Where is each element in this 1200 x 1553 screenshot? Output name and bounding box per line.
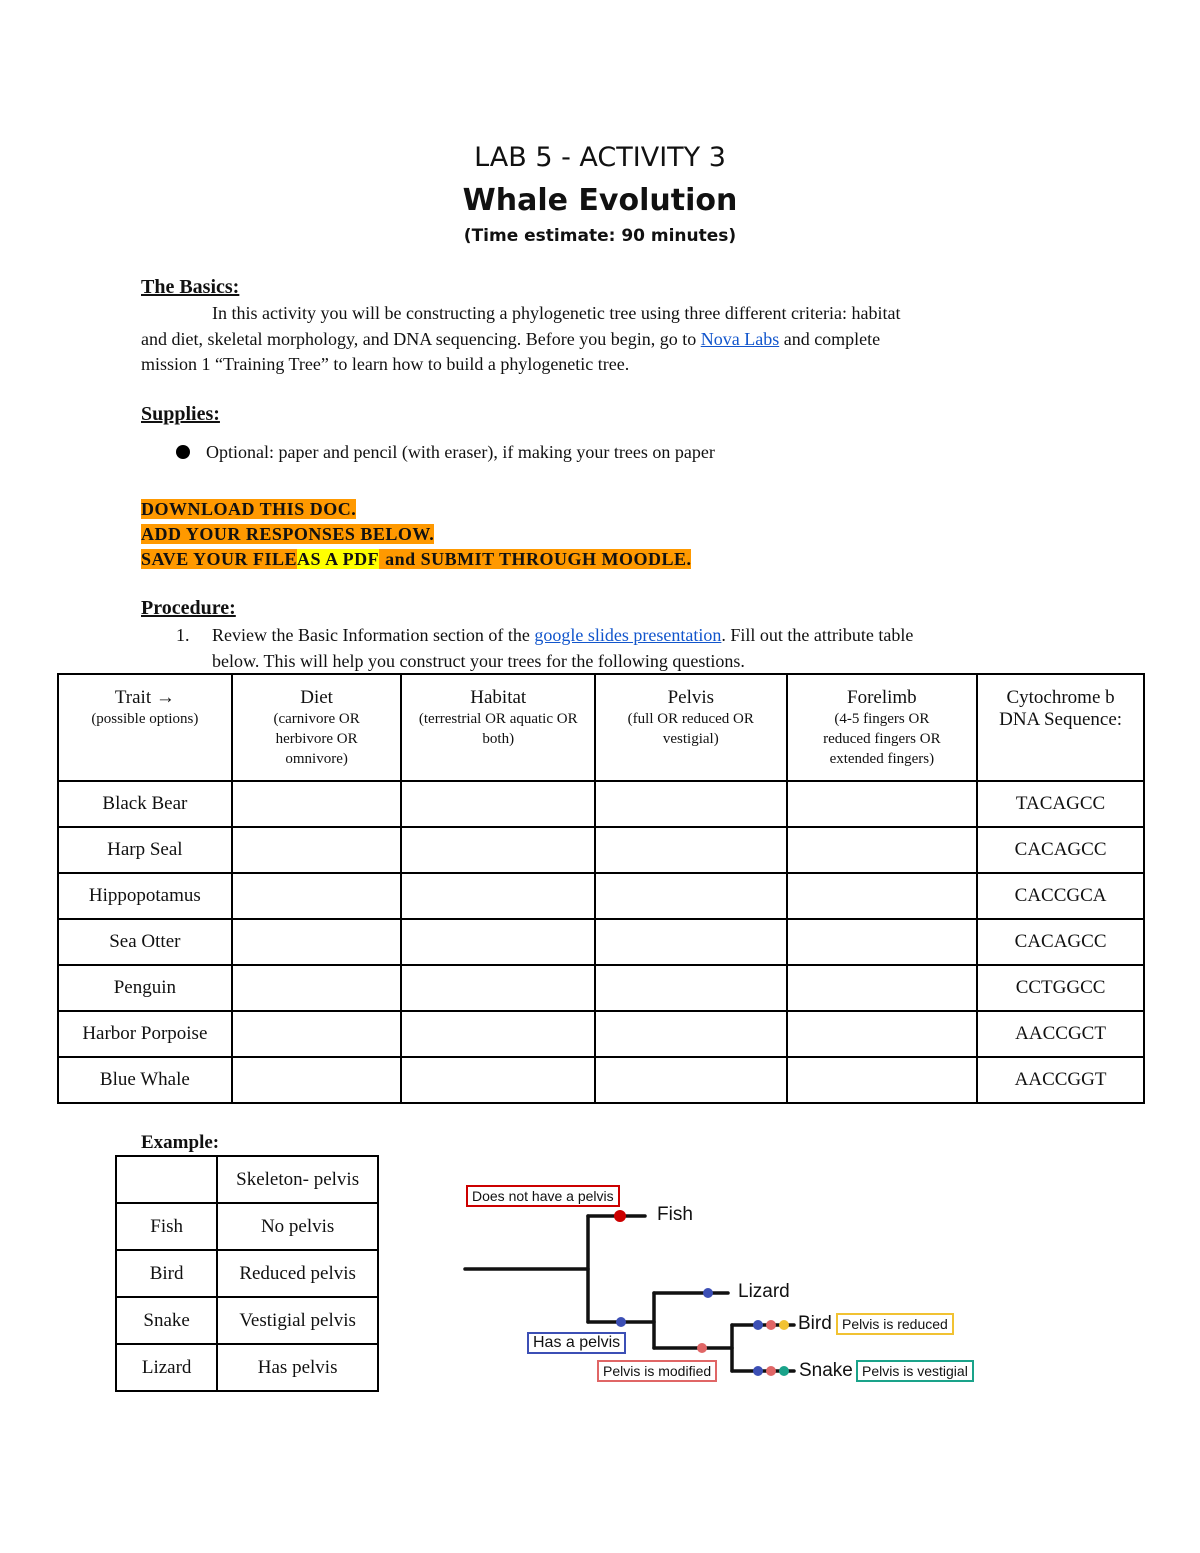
time-estimate: (Time estimate: 90 minutes) [463,226,737,246]
table-header-row [58,674,1144,781]
example-table [115,1155,379,1392]
habitat-cell[interactable] [401,1057,595,1103]
forelimb-cell[interactable] [787,1011,978,1057]
header-diet: Diet (carnivore OR herbivore OR omnivore) [232,674,402,781]
procedure-step-1 [176,623,1076,674]
diet-cell[interactable] [232,1057,402,1103]
animal-name: Hippopotamus [58,873,232,919]
habitat-cell[interactable] [401,919,595,965]
header-habitat: Habitat (terrestrial OR aquatic OR both) [401,674,595,781]
taxon-lizard: Lizard [738,1281,790,1302]
example-animal: Fish [116,1203,217,1250]
diet-cell[interactable] [232,873,402,919]
header-forelimb: Forelimb (4-5 fingers OR reduced fingers OR extended fingers) [787,674,978,781]
habitat-cell[interactable] [401,781,595,827]
instruction-line-3b: AS A PDF [297,549,380,569]
dna-sequence: CACAGCC [977,919,1144,965]
basics-line-2 [141,327,1061,353]
snake-marker-teal [779,1366,789,1376]
procedure-text-b: . Fill out the attribute table [721,625,914,645]
dna-sequence: CCTGGCC [977,965,1144,1011]
taxon-bird: Bird [798,1313,832,1334]
taxon-snake: Snake [799,1360,853,1381]
supplies-item-text: Optional: paper and pencil (with eraser), if making your trees on paper [206,442,715,462]
forelimb-cell[interactable] [787,965,978,1011]
habitat-cell[interactable] [401,827,595,873]
instruction-line-3c: and SUBMIT THROUGH MOODLE. [379,549,691,569]
example-header-row [116,1156,378,1203]
instruction-line-1: DOWNLOAD THIS DOC. [141,499,357,519]
dna-sequence: AACCGGT [977,1057,1144,1103]
lab-label: LAB 5 - ACTIVITY 3 [474,142,726,173]
diet-cell[interactable] [232,827,402,873]
note-no-pelvis: Does not have a pelvis [466,1185,620,1207]
example-trait: Vestigial pelvis [217,1297,378,1344]
animal-name: Black Bear [58,781,232,827]
pelvis-cell[interactable] [595,1057,787,1103]
basics-text-b: and diet, skeletal morphology, and DNA sequencing. Before you begin, go to [141,328,697,349]
table-row [58,1011,1144,1057]
diet-cell[interactable] [232,919,402,965]
pelvis-cell[interactable] [595,919,787,965]
procedure-heading: Procedure: [141,597,236,619]
snake-marker-pink [766,1366,776,1376]
dna-sequence: TACAGCC [977,781,1144,827]
basics-paragraph [141,301,1061,378]
table-row [116,1297,378,1344]
habitat-cell[interactable] [401,873,595,919]
table-row [58,873,1144,919]
google-slides-link[interactable]: google slides presentation [534,625,722,645]
table-row [58,919,1144,965]
header-dna-sequence: Cytochrome b DNA Sequence: [977,674,1144,781]
submission-instructions [141,497,691,572]
basics-heading: The Basics: [141,276,240,298]
modified-marker [697,1343,707,1353]
table-row [58,827,1144,873]
nova-labs-link[interactable]: Nova Labs [700,328,780,349]
table-row [58,1057,1144,1103]
trait-table [57,673,1145,1104]
no-pelvis-marker [614,1210,626,1222]
instruction-line-3a: SAVE YOUR FILE [141,549,298,569]
forelimb-cell[interactable] [787,1057,978,1103]
table-row [116,1250,378,1297]
habitat-cell[interactable] [401,1011,595,1057]
example-trait: Reduced pelvis [217,1250,378,1297]
basics-line-3: mission 1 “Training Tree” to learn how to build a phylogenetic tree. [141,354,630,374]
instruction-line-2: ADD YOUR RESPONSES BELOW. [141,524,435,544]
example-trait: Has pelvis [217,1344,378,1391]
diet-cell[interactable] [232,965,402,1011]
example-animal: Bird [116,1250,217,1297]
pelvis-cell[interactable] [595,781,787,827]
bird-marker-pink [766,1320,776,1330]
dna-sequence: CACCGCA [977,873,1144,919]
animal-name: Harp Seal [58,827,232,873]
header-pelvis: Pelvis (full OR reduced OR vestigial) [595,674,787,781]
pelvis-cell[interactable] [595,1011,787,1057]
procedure-text-c: below. This will help you construct your trees for the following questions. [212,650,745,671]
page-title: Whale Evolution [462,183,738,218]
procedure-text-a: Review the Basic Information section of the [212,625,530,645]
animal-name: Sea Otter [58,919,232,965]
taxon-fish: Fish [657,1204,693,1225]
forelimb-cell[interactable] [787,781,978,827]
pelvis-cell[interactable] [595,827,787,873]
step-number: 1. [176,625,190,645]
table-row [116,1344,378,1391]
dna-sequence: AACCGCT [977,1011,1144,1057]
has-pelvis-marker [616,1317,626,1327]
basics-text-c: and complete [783,328,881,349]
header-trait: Trait → (possible options) [58,674,232,781]
note-pelvis-vestigial: Pelvis is vestigial [856,1360,974,1382]
example-header-blank [116,1156,217,1203]
basics-line-1: In this activity you will be constructing a phylogenetic tree using three different criteria: habitat [212,303,901,323]
diet-cell[interactable] [232,1011,402,1057]
pelvis-cell[interactable] [595,965,787,1011]
note-pelvis-modified: Pelvis is modified [597,1360,717,1382]
bird-marker-yellow [779,1320,789,1330]
supplies-heading: Supplies: [141,403,220,425]
habitat-cell[interactable] [401,965,595,1011]
animal-name: Penguin [58,965,232,1011]
table-row [58,781,1144,827]
table-row [58,965,1144,1011]
note-has-pelvis: Has a pelvis [527,1332,626,1354]
example-header-skeleton: Skeleton- pelvis [217,1156,378,1203]
animal-name: Blue Whale [58,1057,232,1103]
note-pelvis-reduced: Pelvis is reduced [836,1313,954,1335]
dna-sequence: CACAGCC [977,827,1144,873]
forelimb-cell[interactable] [787,873,978,919]
lizard-marker [703,1288,713,1298]
example-animal: Snake [116,1297,217,1344]
diet-cell[interactable] [232,781,402,827]
example-label: Example: [141,1132,220,1153]
snake-marker-blue [753,1366,763,1376]
example-trait: No pelvis [217,1203,378,1250]
forelimb-cell[interactable] [787,827,978,873]
forelimb-cell[interactable] [787,919,978,965]
supplies-item [176,440,1076,466]
example-animal: Lizard [116,1344,217,1391]
table-row [116,1203,378,1250]
pelvis-cell[interactable] [595,873,787,919]
animal-name: Harbor Porpoise [58,1011,232,1057]
bullet-icon [176,445,190,459]
bird-marker-blue [753,1320,763,1330]
